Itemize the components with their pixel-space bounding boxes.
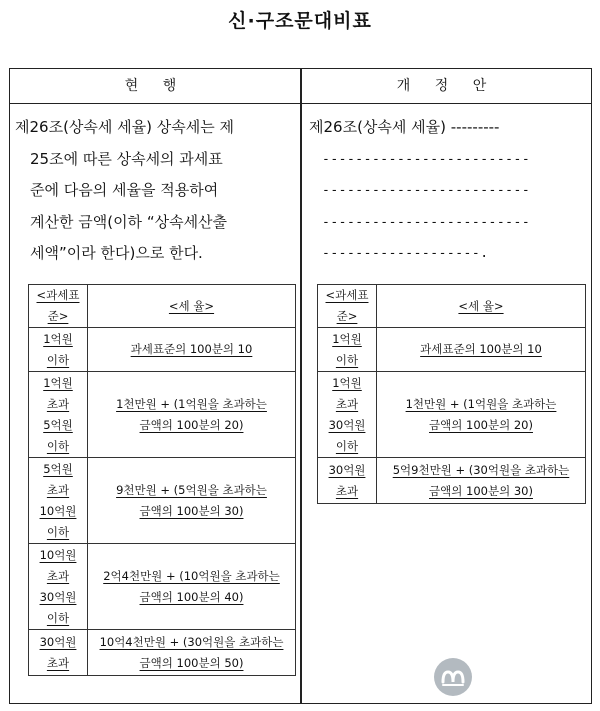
table-row (29, 544, 296, 630)
rate-line: 과세표준의 100분의 10 (420, 342, 542, 356)
tax-base-header (318, 285, 377, 328)
rate-header (88, 285, 296, 328)
tax-base-header-line: 준> (336, 309, 358, 323)
rate-header-label: <세 율> (458, 298, 504, 313)
rate-table-header (318, 285, 586, 328)
current-column-header: 현 행 (9, 68, 302, 104)
tax-base-line: 이하 (46, 438, 70, 453)
rate-line: 2억4천만원 + (10억원을 초과하는 (103, 568, 280, 583)
table-row (29, 372, 296, 458)
tax-base-line: 10억원 (39, 503, 77, 518)
revised-article-line: ------------------------- (322, 151, 531, 167)
rate-cell (88, 630, 296, 676)
rate-cell (88, 458, 296, 544)
rate-cell (377, 372, 586, 458)
tax-base-header-line: 준> (47, 309, 69, 323)
current-article-line: 제26조(상속세 세율) 상속세는 제 (15, 118, 234, 136)
tax-base-cell (318, 328, 377, 372)
rate-cell (88, 372, 296, 458)
rate-cell (377, 328, 586, 372)
tax-base-line: 1억원 (43, 375, 73, 390)
tax-base-line: 이하 (46, 352, 70, 367)
rate-cell (377, 458, 586, 504)
publisher-logo-icon (434, 658, 472, 696)
revised-article-line: 제26조(상속세 세율) --------- (309, 118, 500, 136)
tax-base-line: 이하 (335, 352, 359, 367)
current-article-line: 세액”이라 한다)으로 한다. (30, 244, 203, 262)
tax-base-line: 1억원 (43, 331, 73, 346)
current-article-line: 25조에 따른 상속세의 과세표 (30, 149, 223, 168)
tax-base-line: 초과 (335, 396, 359, 411)
table-row (29, 458, 296, 544)
table-row (318, 458, 586, 504)
page-title: 신·구조문대비표 (228, 10, 372, 32)
tax-base-header-line: <과세표 (325, 288, 369, 302)
tax-base-line: 30억원 (39, 589, 77, 604)
table-row (29, 630, 296, 676)
rate-line: 5억9천만원 + (30억원을 초과하는 (392, 462, 570, 477)
tax-base-line: 30억원 (328, 462, 366, 477)
rate-line: 1천만원 + (1억원을 초과하는 (116, 396, 267, 411)
rate-header-label: <세 율> (168, 298, 215, 313)
tax-base-line: 초과 (46, 568, 70, 583)
rate-line: 9천만원 + (5억원을 초과하는 (116, 482, 267, 497)
rate-line: 금액의 100분의 30) (429, 483, 533, 498)
tax-base-line: 30억원 (328, 417, 366, 432)
tax-base-line: 이하 (46, 610, 70, 625)
rate-line: 금액의 100분의 20) (139, 417, 244, 432)
rate-line: 금액의 100분의 50) (139, 655, 244, 670)
revised-article-line: ------------------------- (322, 183, 531, 198)
revised-article-text (309, 112, 591, 270)
tax-base-cell (29, 630, 88, 676)
tax-base-line: 10억원 (39, 547, 77, 562)
revised-article-line: -------------------. (322, 246, 489, 261)
tax-base-line: 30억원 (39, 634, 77, 649)
revised-rate-table (317, 284, 586, 504)
rate-line: 1천만원 + (1억원을 초과하는 (405, 396, 557, 411)
current-article-line: 계산한 금액(이하 “상속세산출 (30, 212, 228, 231)
tax-base-line: 초과 (46, 482, 70, 497)
rate-cell (88, 328, 296, 372)
revised-column-header: 개 정 안 (301, 68, 592, 104)
tax-base-line: 이하 (335, 438, 359, 453)
tax-base-cell (29, 328, 88, 372)
rate-line: 금액의 100분의 20) (429, 417, 533, 432)
tax-base-header (29, 285, 88, 328)
current-article-text (15, 112, 295, 270)
tax-base-line: 이하 (46, 524, 70, 539)
rate-line: 과세표준의 100분의 10 (130, 342, 253, 356)
tax-base-cell (29, 458, 88, 544)
tax-base-cell (318, 458, 377, 504)
column-divider (300, 68, 302, 704)
revised-article-line: ------------------------- (322, 214, 531, 230)
tax-base-header-line: <과세표 (36, 288, 80, 302)
tax-base-line: 초과 (46, 655, 70, 670)
current-rate-table (28, 284, 296, 676)
tax-base-cell (29, 544, 88, 630)
tax-base-cell (318, 372, 377, 458)
tax-base-cell (29, 372, 88, 458)
rate-line: 10억4천만원 + (30억원을 초과하는 (99, 634, 284, 649)
tax-base-line: 초과 (46, 396, 70, 411)
tax-base-line: 5억원 (43, 461, 73, 476)
rate-line: 금액의 100분의 30) (139, 503, 244, 518)
tax-base-line: 1억원 (332, 375, 362, 390)
current-article-line: 준에 다음의 세율을 적용하여 (30, 181, 219, 199)
rate-line: 금액의 100분의 40) (139, 589, 244, 604)
tax-base-line: 5억원 (43, 417, 73, 432)
rate-header (377, 285, 586, 328)
rate-table-header (29, 285, 296, 328)
tax-base-line: 1억원 (332, 331, 362, 346)
table-row (318, 372, 586, 458)
tax-base-line: 초과 (335, 483, 359, 498)
table-row (29, 328, 296, 372)
table-row (318, 328, 586, 372)
rate-cell (88, 544, 296, 630)
publisher-logo-glyph (434, 658, 472, 696)
